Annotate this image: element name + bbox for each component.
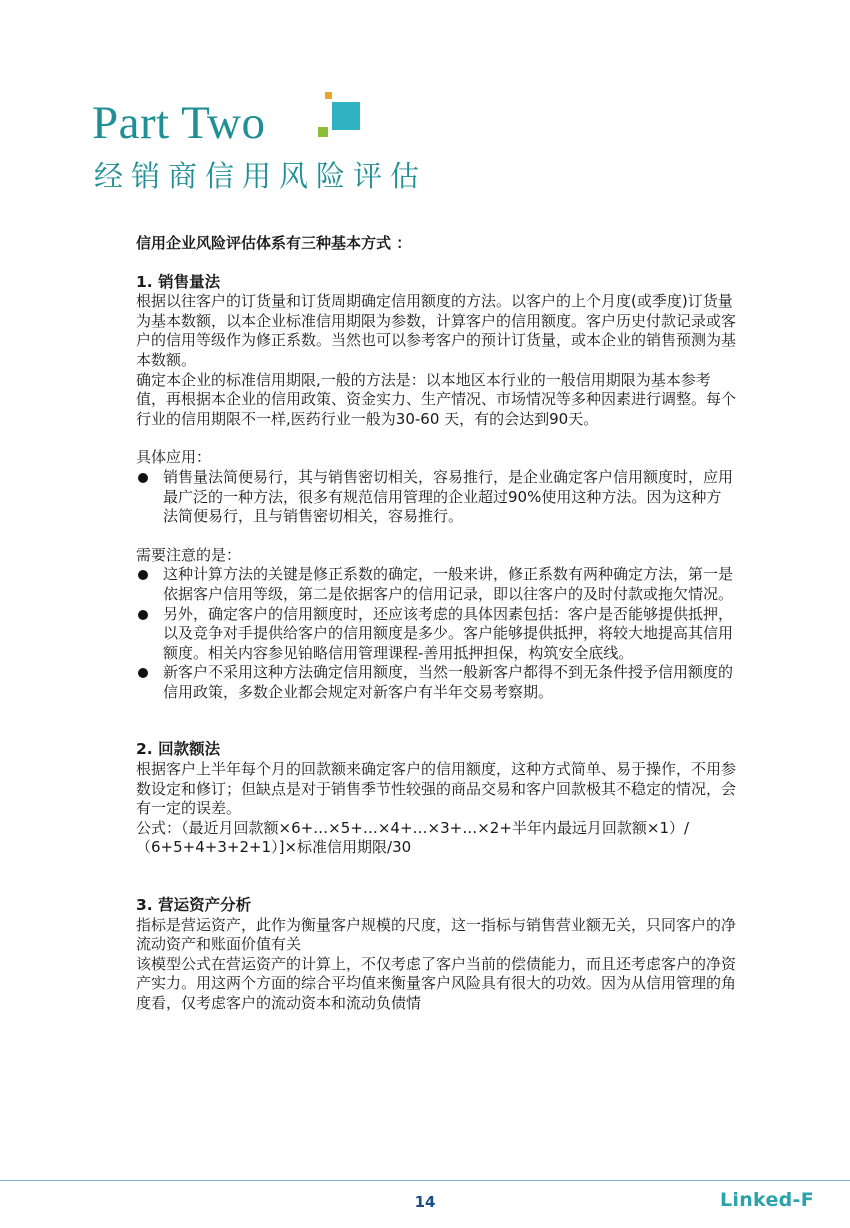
footer-divider [0,1180,850,1181]
section-1-paragraph: 根据以往客户的订货量和订货周期确定信用额度的方法。以客户的上个月度(或季度)订货量为基本数额，以本企业标准信用期限为参数，计算客户的信用额度。客户历史付款记录或客户的信用等级作为修正系数。当然也可以参考客户的预计订货量，或本企业的销售预测为基本数额。 [136,292,737,369]
section-2-paragraph: 根据客户上半年每个月的回款额来确定客户的信用额度，这种方式简单、易于操作，不用参数设定和修订；但缺点是对于销售季节性较强的商品交易和客户回款极其不稳定的情况，会有一定的误差。 [136,760,737,818]
section-3-paragraph: 该模型公式在营运资产的计算上，不仅考虑了客户当前的偿债能力，而且还考虑客户的净资产实力。用这两个方面的综合平均值来衡量客户风险具有很大的功效。因为从信用管理的角度看，仅考虑客户的流动资本和流动负债情 [136,954,737,1012]
section-3-heading: 3. 营运资产分析 [136,896,252,915]
list-item: 销售量法简便易行，其与销售密切相关，容易推行，是企业确定客户信用额度时，应用最广泛的一种方法，很多有规范信用管理的企业超过90%使用这种方法。因为这种方法简便易行，且与销售密切相关，容易推行。 [136,468,736,527]
section-3-paragraph: 指标是营运资产，此作为衡量客户规模的尺度，这一指标与销售营业额无关，只同客户的净流动资产和账面价值有关 [136,915,737,954]
section-2-heading: 2. 回款额法 [136,740,221,759]
page-number: 14 [414,1193,436,1211]
application-list [136,468,736,527]
notes-label: 需要注意的是： [136,545,242,564]
list-item: 这种计算方法的关键是修正系数的确定，一般来讲，修正系数有两种确定方法，第一是依据客户信用等级，第二是依据客户的信用记录，即以往客户的及时付款或拖欠情况。 [136,565,736,604]
logo-square-orange [325,92,332,99]
part-title: Part Two [92,97,266,149]
section-1-paragraph: 确定本企业的标准信用期限,一般的方法是：以本地区本行业的一般信用期限为基本参考值，再根据本企业的信用政策、资金实力、生产情况、市场情况等多种因素进行调整。每个行业的信用期限不一样,医药行业一般为30-60 天，有的会达到90天。 [136,370,737,428]
main-content [136,234,736,1014]
part-subtitle: 经销商信用风险评估 [94,159,428,193]
list-item: 新客户不采用这种方法确定信用额度，当然一般新客户都得不到无条件授予信用额度的信用政策，多数企业都会规定对新客户有半年交易考察期。 [136,663,736,702]
application-label: 具体应用： [136,448,212,467]
intro-text: 信用企业风险评估体系有三种基本方式 ： [136,234,412,252]
logo-square-green [318,127,328,137]
formula-text: 公式：（最近月回款额×6+…×5+…×4+…×3+…×2+半年内最远月回款额×1）/（6+5+4+3+2+1）]×标准信用期限/30 [136,818,690,857]
logo-squares-icon [318,92,360,142]
section-1-heading: 1. 销售量法 [136,272,221,291]
brand-logo: Linked-F [719,1189,814,1211]
notes-list [136,565,736,702]
logo-square-cyan [332,102,360,130]
list-item: 另外，确定客户的信用额度时，还应该考虑的具体因素包括：客户是否能够提供抵押，以及竞争对手提供给客户的信用额度是多少。客户能够提供抵押，将较大地提高其信用额度。相关内容参见铂略信用管理课程-善用抵押担保，构筑安全底线。 [136,605,736,664]
